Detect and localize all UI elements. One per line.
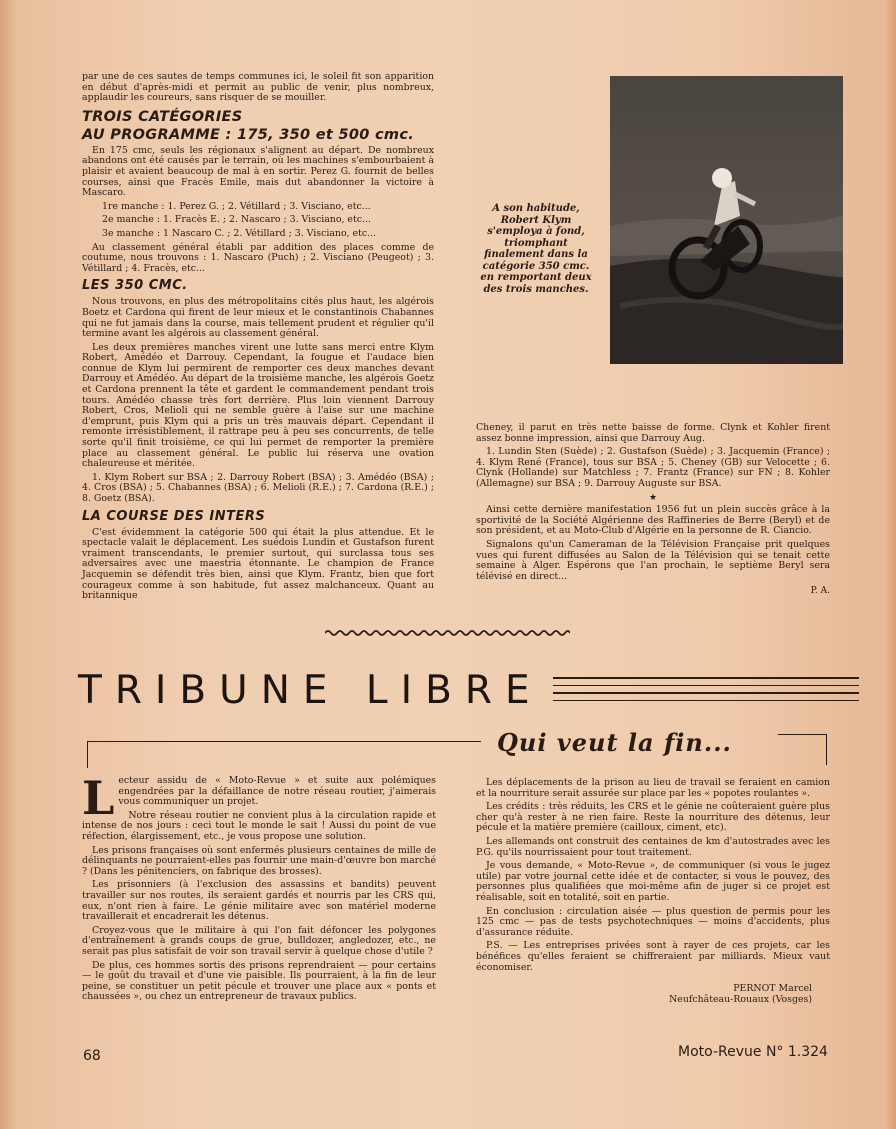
tribune-title: TRIBUNE LIBRE [78,668,543,713]
tribune-subtitle: Qui veut la fin... [497,728,732,757]
heading-350: LES 350 CMC. [82,278,188,294]
magazine-issue: Moto-Revue N° 1.324 [678,1044,828,1060]
paragraph-350-results: 1. Klym Robert sur BSA ; 2. Darrouy Robert (BSA) ; 3. Amédéo (BSA) ; 4. Cros (BSA) ; 5. Chabannes (BSA) ; 6. Melioli (R.E.) ; 7. Cardona (R.E.) ; 8. Goetz (BSA). [82,471,434,504]
article-signature: P. A. [810,586,830,597]
motocross-photo [610,76,843,364]
manche-3-result: 3e manche : 1 Nascaro C. ; 2. Vétillard ; 3. Visciano, etc... [102,227,377,239]
tribune-rule-lines [553,677,859,707]
paragraph-right-3: Signalons qu'un Cameraman de la Télévision Française prit quelques vues qui furent diffusées au Salon de la Télévision qui se tenait cette semaine à Alger. Espérons que l'an prochain, le septième Beryl sera télévisé en direct... [476,538,830,582]
heading-categories-line1: TROIS CATÉGORIES [82,108,243,125]
paragraph-classement: Au classement général établi par addition des places comme de coutume, nous trouvons : 1. Nascaro (Puch) ; 2. Visciano (Peugeot) ; 3. Vétillard ; 4. Fracès, etc... [82,241,434,274]
manche-2-result: 2e manche : 1. Fracès E. ; 2. Nascaro ; 3. Visciano, etc... [102,214,371,226]
tribune-signer [476,983,830,1005]
paragraph-right-1: Cheney, il parut en très nette baisse de forme. Clynk et Kohler firent assez bonne impression, ainsi que Darrouy Aug. [476,422,830,444]
article-intro: par une de ces sautes de temps communes ici, le soleil fit son apparition en début d'après-midi et permit au public de venir, plus nombreux, applaudir les coureurs, sans risquer de se mouiller. [82,71,434,104]
tribune-left-column [82,771,436,1006]
tribune-right-3: Les allemands ont construit des centaines de km d'autostrades avec les P.G. qu'ils nourrissaient pour tout traitement. [476,835,830,858]
article-right-column [476,423,830,597]
tribune-right-6: P.S. — Les entreprises privées sont à rayer de ces projets, car les bénéfices qu'elles feraient se chiffreraient par milliards. Mieux vaut économiser. [476,940,830,973]
article-left-column [82,72,434,605]
tribune-left-1 [82,771,436,825]
tribune-right-column [476,778,830,1005]
manche-1-result: 1re manche : 1. Perez G. ; 2. Vétillard ; 3. Visciano, etc... [102,200,371,212]
star-separator: ★ [648,492,658,503]
wavy-divider [325,628,570,638]
tribune-left-5: Croyez-vous que le militaire à qui l'on fait défoncer les polygones d'entraînement à grands coups de grue, bulldozer, angledozer, etc., ne serait pas plus satisfait de voir son travail servir à quelque chose d'utile ? [82,924,436,957]
tribune-right-1: Les déplacements de la prison au lieu de travail se feraient en camion et la nourriture serait assurée sur place par les « popotes roulantes ». [476,777,830,799]
paragraph-right-results: 1. Lundin Sten (Suède) ; 2. Gustafson (Suède) ; 3. Jacquemin (France) ; 4. Klym René (France), tous sur BSA ; 5. Cheney (GB) sur Velocette ; 6. Clynk (Hollande) sur Matchless ; 7. Frantz (France) sur FN ; 8. Kohler (Allemagne) sur BSA ; 9. Darrouy Auguste sur BSA. [476,446,830,489]
page-number: 68 [83,1048,101,1064]
tribune-frame-right [778,734,827,765]
tribune-right-5: En conclusion : circulation aisée — plus question de permis pour les 125 cmc — pas de tests psychotechniques — moins d'accidents, plus d'assurance réduite. [476,905,830,938]
motorcycle-rider-illustration [610,76,843,364]
page-fold-shadow [0,0,18,1129]
tribune-left-2: Notre réseau routier ne convient plus à la circulation rapide et intense de nos jours : ceci tout le monde le sait ! Aussi du point de vue réfection, élargissement, etc., je vous propose une solution. [82,809,436,842]
page-edge-shadow [886,0,896,1129]
paragraph-right-2: Ainsi cette dernière manifestation 1956 fut un plein succès grâce à la sportivité de la Société Algérienne des Raffineries de Berre (Beryl) et de son président, et au Moto-Club d'Algérie en la personne de R. Ciancio. [476,504,830,537]
signer-place: Neufchâteau-Rouaux (Vosges) [669,994,812,1006]
tribune-right-4: Je vous demande, « Moto-Revue », de communiquer (si vous le jugez utile) par votre journal cette idée et de contacter, si vous le pouvez, des personnes plus qualifiées que moi-même afin de juger si ce projet est réalisable, soit en totalité, soit en partie. [476,860,830,903]
signer-name: PERNOT Marcel [733,983,812,995]
tribune-left-1-text: ecteur assidu de « Moto-Revue » et suite aux polémiques engendrées par la défaillance de notre réseau routier, j'aimerais vous communiquer un projet. [118,775,436,808]
paragraph-inters: C'est évidemment la catégorie 500 qui était la plus attendue. Et le spectacle valait le déplacement. Les suédois Lundin et Gustafson furent vraiment transcendants, le premier surtout, qui surclassa tous ses adversaires avec une maestria étonnante. Le champion de France Jacquemin se défendit très bien, ainsi que Klym. Frantz, bien que fort courageux comme à son habitude, fut assez malchanceux. Quant au britannique [82,526,434,602]
photo-caption: A son habitude, Robert Klym s'employa à fond, triomphant finalement dans la catégorie 350 cmc. en remportant deux des trois manches. [480,203,592,295]
tribune-left-4: Les prisonniers (à l'exclusion des assassins et bandits) peuvent travailler sur nos routes, ils seraient gardés et nourris par les CRS qui, eux, n'ont rien à faire. Le génie militaire avec son matériel moderne travaillerait et encadrerait les détenus. [82,879,436,923]
paragraph-350-2: Les deux premières manches virent une lutte sans merci entre Klym Robert, Amédéo et Darrouy. Cependant, la fougue et l'audace bien connue de Klym lui permirent de remporter ces deux manches devant Darrouy et Amédéo. Au départ de la troisième manche, les algérois Goetz et Cardona prennent la tête et gardent le commandement pendant trois tours. Amédéo chasse très fort derrière. Plus loin viennent Darrouy Robert, Cros, Melioli qui ne semble guère à l'aise sur une machine d'emprunt, puis Klym qui a pris un très mauvais départ. Cependant il remonte irrésistiblement, il rattrape peu à peu ses concurrents, de telle sorte qu'il finit troisième, ce qui lui permet de remporter la première place au classement général. Le public lui réserva une ovation chaleureuse et méritée. [82,341,434,470]
tribune-left-6: De plus, ces hommes sortis des prisons reprendraient — pour certains — le goût du travail et d'une vie paisible. Ils pourraient, à la fin de leur peine, se constituer un petit pécule et trouver une place aux « ponts et chaussées », ou chez un entrepreneur de travaux publics. [82,959,436,1003]
tribune-frame-left [87,741,481,768]
paragraph-175: En 175 cmc, seuls les régionaux s'alignent au départ. De nombreux abandons ont été causés par le terrain, où les machines s'embourbaient à plaisir et avaient beaucoup de mal à en sortir. Perez G. fournit de belles courses, ainsi que Fracès Emile, mais dut abandonner la victoire à Mascaro. [82,144,434,199]
paragraph-350-1: Nous trouvons, en plus des métropolitains cités plus haut, les algérois Boetz et Cardona qui firent de leur mieux et le constantinois Chabannes qui ne fut jamais dans la course, mais tellement prudent et régulier qu'il termine avant les algérois au classement général. [82,296,434,340]
heading-categories-line2: AU PROGRAMME : 175, 350 et 500 cmc. [82,126,415,143]
drop-cap: L [82,771,115,825]
heading-inters: LA COURSE DES INTERS [82,508,266,524]
tribune-right-2: Les crédits : très réduits, les CRS et le génie ne coûteraient guère plus cher qu'à rester à ne rien faire. Reste la nourriture des détenus, leur pécule et la matière première (cailloux, ciment, etc). [476,801,830,834]
tribune-left-3: Les prisons françaises où sont enfermés plusieurs centaines de mille de délinquants ne pourraient-elles pas fournir une main-d'œuvre bon marché ? (Dans les pénitenciers, on fabrique des brosses). [82,844,436,877]
